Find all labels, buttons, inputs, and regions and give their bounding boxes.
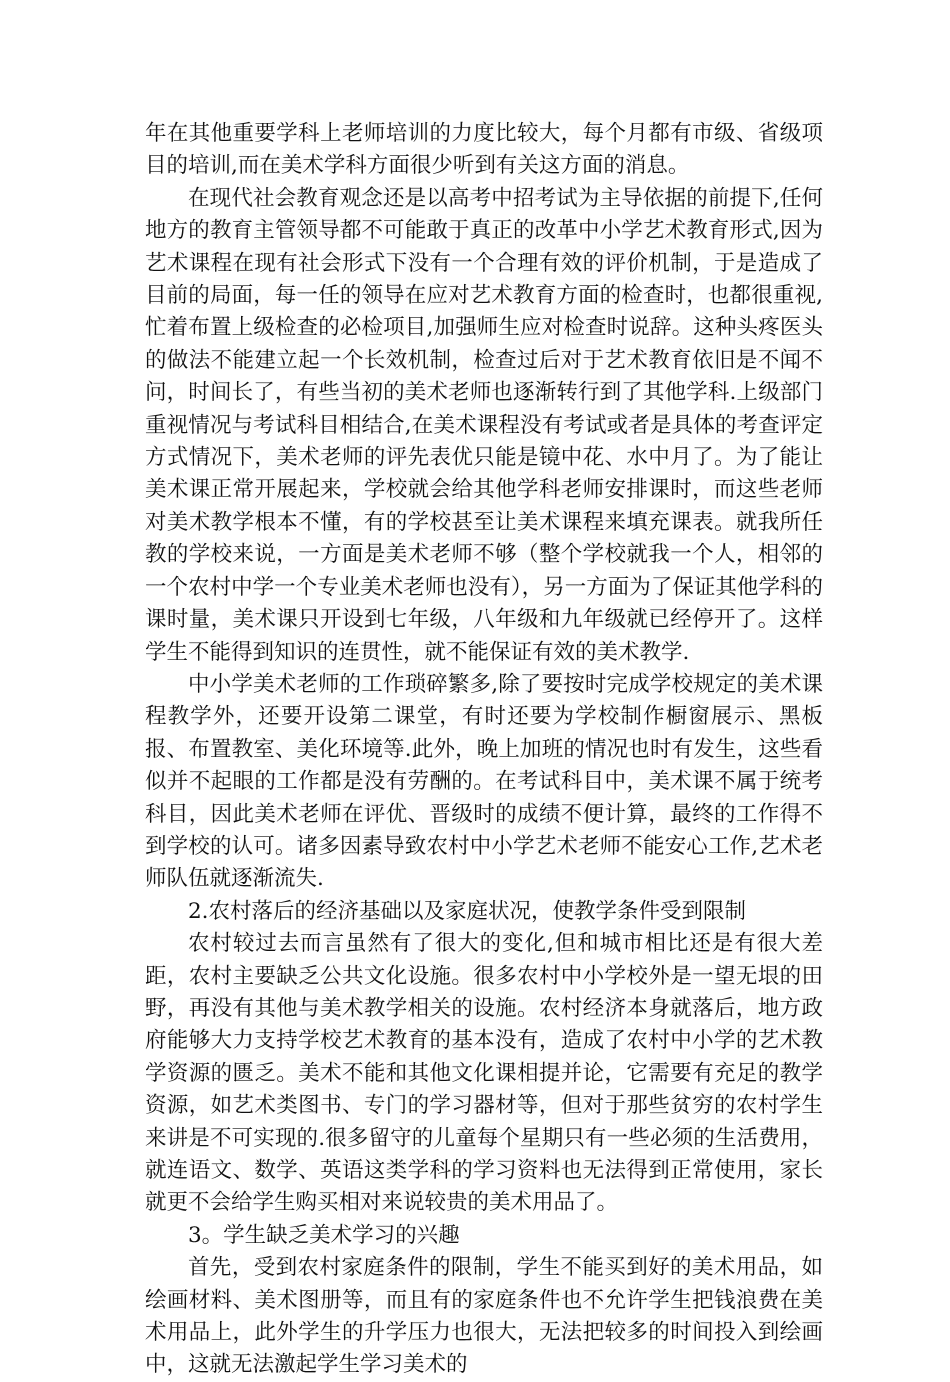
section-heading-economic-conditions: 2.农村落后的经济基础以及家庭状况，使教学条件受到限制 <box>188 898 747 924</box>
paragraph-exam-oriented-education: 在现代社会教育观念还是以高考中招考试为主导依据的前提下,任何地方的教育主管领导都不可能敢于真正的改革中小学艺术教育形式,因为艺术课程在现有社会形式下没有一个合理有效的评价机制，于是造成了目前的局面，每一任的领导在应对艺术教育方面的检查时，也都很重视,忙着布置上级检查的必检项目,加强师生应对检查时说辞。这种头疼医头的做法不能建立起一个长效机制，检查过后对于艺术教育依旧是不闻不问，时间长了，有些当初的美术老师也逐渐转行到了其他学科.上级部门重视情况与考试科目相结合,在美术课程没有考试或者是具体的考查评定方式情况下，美术老师的评先表优只能是镜中花、水中月了。为了能让美术课正常开展起来，学校就会给其他学科老师安排课时，而这些老师对美术教学根本不懂，有的学校甚至让美术课程来填充课表。就我所任教的学校来说，一方面是美术老师不够（整个学校就我一个人，相邻的一个农村中学一个专业美术老师也没有），另一方面为了保证其他学科的课时量，美术课只开设到七年级，八年级和九年级就已经停开了。这样学生不能得到知识的连贯性，就不能保证有效的美术教学. <box>145 185 823 665</box>
paragraph-teacher-training: 年在其他重要学科上老师培训的力度比较大，每个月都有市级、省级项目的培训,而在美术学科方面很少听到有关这方面的消息。 <box>145 121 823 179</box>
paragraph-student-conditions: 首先，受到农村家庭条件的限制，学生不能买到好的美术用品，如绘画材料、美术图册等，而且有的家庭条件也不允许学生把钱浪费在美术用品上，此外学生的升学压力也很大，无法把较多的时间投入到绘画中，这就无法激起学生学习美术的 <box>145 1255 823 1378</box>
paragraph-rural-resources: 农村较过去而言虽然有了很大的变化,但和城市相比还是有很大差距，农村主要缺乏公共文化设施。很多农村中小学校外是一望无垠的田野，再没有其他与美术教学相关的设施。农村经济本身就落后，地方政府能够大力支持学校艺术教育的基本没有，造成了农村中小学的艺术教学资源的匮乏。美术不能和其他文化课相提并论，它需要有充足的教学资源，如艺术类图书、专门的学习器材等，但对于那些贫穷的农村学生来讲是不可实现的.很多留守的儿童每个星期只有一些必须的生活费用，就连语文、数学、英语这类学科的学习资料也无法得到正常使用，家长就更不会给学生购买相对来说较贵的美术用品了。 <box>145 931 823 1216</box>
section-heading-student-interest: 3。学生缺乏美术学习的兴趣 <box>188 1222 460 1248</box>
document-page <box>145 118 823 1382</box>
paragraph-teacher-workload: 中小学美术老师的工作琐碎繁多,除了要按时完成学校规定的美术课程教学外，还要开设第二课堂，有时还要为学校制作橱窗展示、黑板报、布置教室、美化环境等.此外，晚上加班的情况也时有发生，这些看似并不起眼的工作都是没有劳酬的。在考试科目中，美术课不属于统考科目，因此美术老师在评优、晋级时的成绩不便计算，最终的工作得不到学校的认可。诸多因素导致农村中小学艺术老师不能安心工作,艺术老师队伍就逐渐流失. <box>145 671 823 892</box>
